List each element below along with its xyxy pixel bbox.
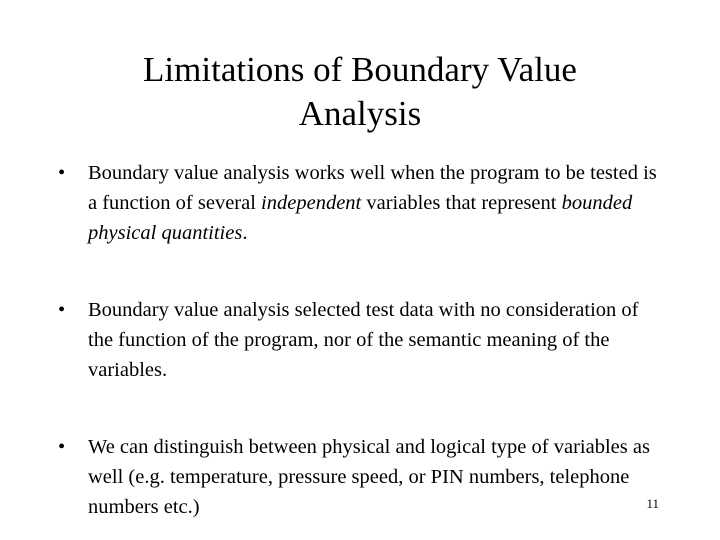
- page-number: 11: [646, 496, 659, 511]
- bullet-item-independent-variables: [58, 158, 668, 248]
- bullet-text-segment: variables that represent: [361, 192, 562, 214]
- bullet-icon: •: [58, 299, 66, 321]
- slide-title-line-1: Limitations of Boundary Value: [143, 50, 577, 89]
- bullet-text: Boundary value analysis selected test data with no consideration of the function of the program, nor of the semantic meaning of the variables.: [88, 299, 639, 381]
- bullet-text-segment: Boundary value analysis works well when the program to be tested is a function of several: [88, 162, 657, 214]
- bullet-icon: •: [58, 436, 66, 458]
- bullet-list: [58, 158, 668, 522]
- bullet-text: [88, 158, 668, 248]
- emphasis-bounded-physical-quantities: bounded physical quantities: [88, 192, 633, 244]
- bullet-item-test-data-selection: [58, 295, 668, 385]
- slide-title-line-2: Analysis: [298, 94, 422, 133]
- slide-title: [60, 48, 660, 136]
- bullet-text: We can distinguish between physical and logical type of variables as well (e.g. temperature, pressure speed, or PIN numbers, telephone numbers etc.): [88, 436, 650, 518]
- bullet-icon: •: [58, 162, 66, 184]
- bullet-text-segment: .: [242, 222, 248, 244]
- emphasis-independent: independent: [261, 192, 362, 214]
- bullet-item-physical-logical-types: [58, 432, 668, 522]
